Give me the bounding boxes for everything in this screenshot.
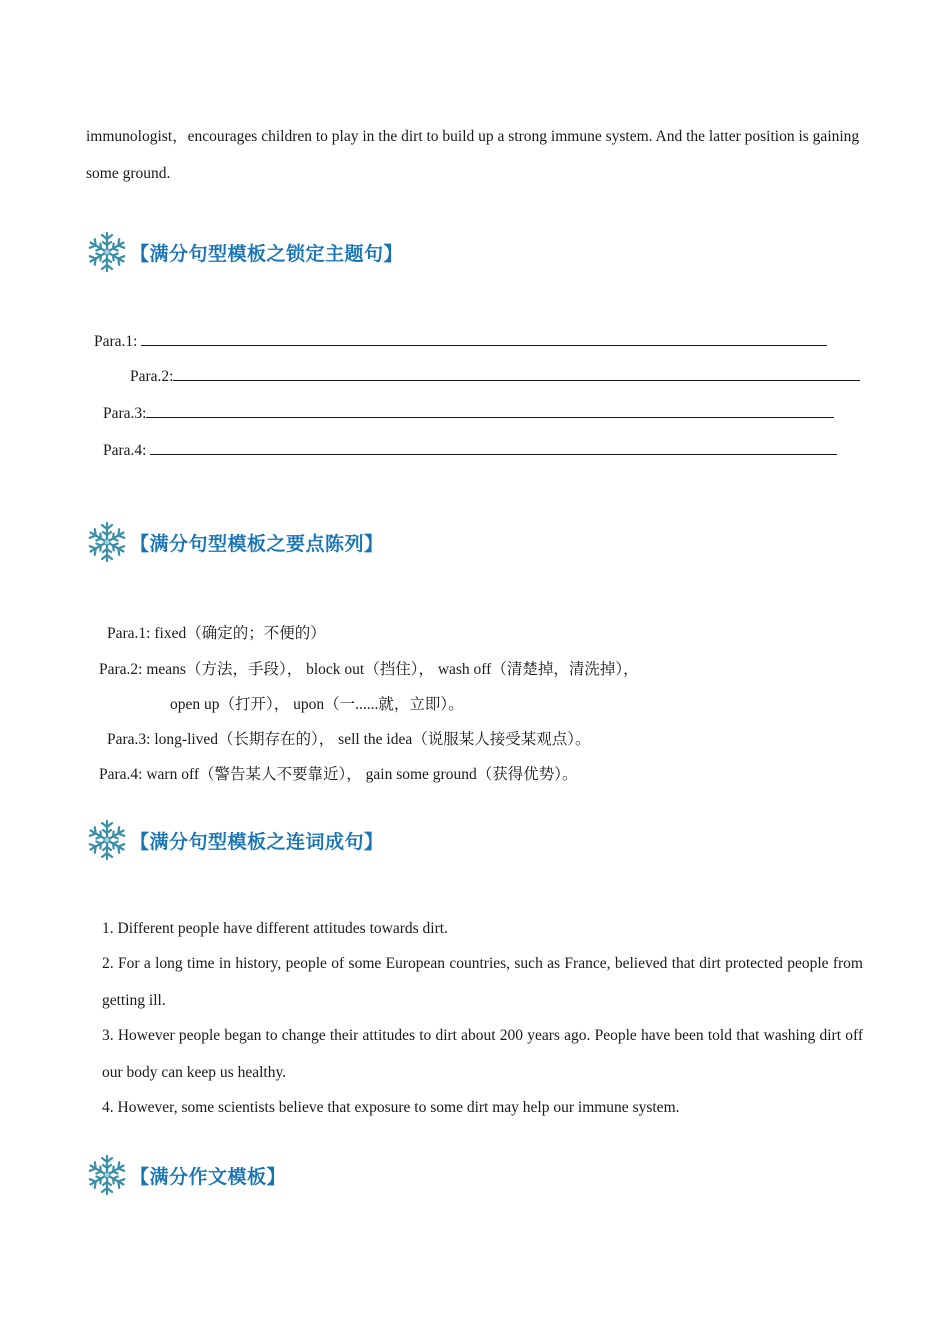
keypoint-para-1: Para.1: fixed（确定的；不便的） [107,625,326,642]
keypoint-para-2: Para.2: means（方法，手段）， block out（挡住）， wash off（清楚掉，清洗掉）， [99,661,639,678]
section-heading-keypoints [86,520,384,564]
snowflake-icon [86,231,128,273]
section-heading-topic [86,230,403,274]
snowflake-icon [86,521,128,563]
section-title: 【满分句型模板之连词成句】 [130,830,384,853]
section-heading-sentences [86,818,384,862]
para-1-line [94,331,827,351]
sentence-3: 3. However people began to change their attitudes to dirt about 200 years ago. People have been told that washing dirt off our body can keep us healthy. [102,1027,863,1081]
keypoint-para-2-cont: open up（打开）， upon（一......就，立即）。 [170,696,464,713]
intro-paragraph: immunologist，encourages children to play in the dirt to build up a strong immune system. And the latter position is gaining some ground. [86,128,860,182]
para-label: Para.4: [103,442,151,459]
section-title: 【满分句型模板之锁定主题句】 [130,242,404,265]
section-heading-essay [86,1153,286,1197]
answer-blank [146,403,834,418]
para-2-line [130,366,860,386]
answer-blank [173,366,860,381]
section-title: 【满分句型模板之要点陈列】 [130,532,384,555]
sentence-1: 1. Different people have different attitudes towards dirt. [102,920,448,937]
para-label: Para.1: [94,333,142,350]
snowflake-icon [86,819,128,861]
para-label: Para.3: [103,405,147,422]
keypoint-para-4: Para.4: warn off（警告某人不要靠近）， gain some ground（获得优势）。 [99,766,578,783]
section-title: 【满分作文模板】 [130,1165,287,1188]
snowflake-icon [86,1154,128,1196]
sentence-2: 2. For a long time in history, people of some European countries, such as France, believed that dirt protected people from getting ill. [102,955,863,1009]
para-label: Para.2: [130,368,174,385]
answer-blank [150,440,837,455]
answer-blank [141,331,827,346]
sentence-4: 4. However, some scientists believe that exposure to some dirt may help our immune system. [102,1099,680,1116]
para-4-line [103,440,837,460]
keypoint-para-3: Para.3: long-lived（长期存在的）， sell the idea（说服某人接受某观点）。 [107,731,591,748]
para-3-line [103,403,834,423]
